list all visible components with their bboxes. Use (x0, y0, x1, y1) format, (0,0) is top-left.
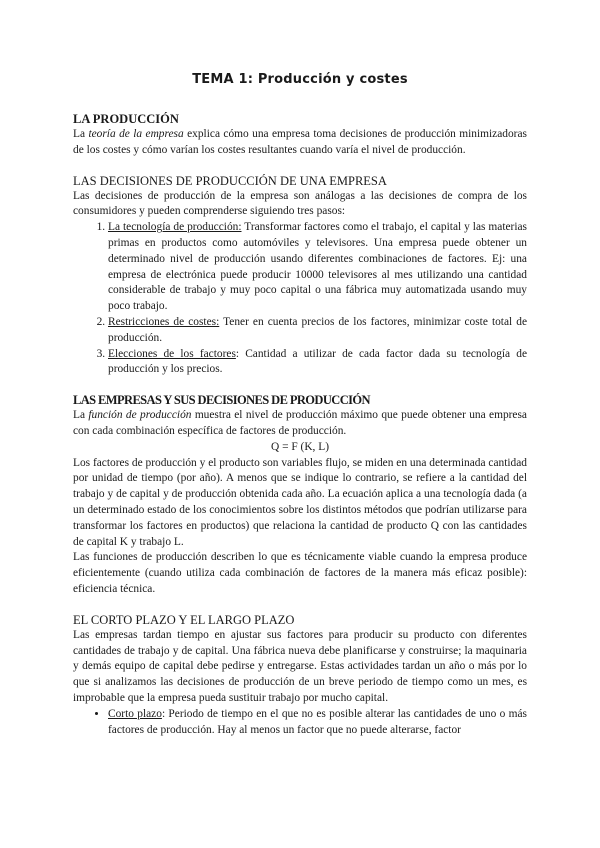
paragraph-funcion-produccion: La función de producción muestra el nivel de producción máximo que puede obtener una empresa con cada combinación específica de factores de producción. (73, 409, 527, 437)
paragraph-teoria-empresa: La teoría de la empresa explica cómo una empresa toma decisiones de producción minimizadoras de los costes y cómo varían los costes resultantes cuando varía el nivel de producción. (73, 128, 527, 156)
list-item: • Corto plazo: Periodo de tiempo en el que no es posible alterar las cantidades de uno o más factores de producción. Hay al menos un factor que no puede alterarse, factor (108, 707, 527, 739)
section-corto-largo-plazo (73, 612, 527, 739)
section-la-produccion (73, 111, 527, 159)
document-page (73, 72, 527, 738)
section-decisiones-produccion (73, 173, 527, 379)
section-empresas-decisiones (73, 392, 527, 598)
section-heading-empresas: LAS EMPRESAS Y SUS DECISIONES DE PRODUCCIÓN (73, 393, 370, 408)
paragraph-variables-flujo: Los factores de producción y el producto son variables flujo, se miden en una determinada cantidad por unidad de tiempo (por año). A menos que se indique lo contrario, se refiere a la cantidad del trabajo y de capital y de producción obtenida cada año. La ecuación aplica a una tecnología dada (a un determinado estado de los conocimientos sobre los distintos métodos que podrían utilizarse para transformar los factores en productos) que relaciona la cantidad de producto Q con las cantidades de capital K y trabajo L. (73, 456, 527, 548)
list-item: 2. Restricciones de costes: Tener en cuenta precios de los factores, minimizar coste total de producción. (108, 315, 527, 347)
emphasis-funcion: función de producción (88, 409, 192, 422)
production-function-formula: Q = F (K, L) (271, 440, 329, 453)
paragraph-decisiones-intro: Las decisiones de producción de la empresa son análogas a las decisiones de compra de los consumidores y pueden comprenderse siguiendo tres pasos: (73, 189, 527, 218)
section-heading-la-produccion: LA PRODUCCIÓN (73, 112, 179, 126)
list-item: 1. La tecnología de producción: Transformar factores como el trabajo, el capital y las materias primas en productos como automóviles y televisores. Una empresa puede obtener un determinado nivel de producción usando diferentes combinaciones de factores. Ej: una empresa de electrónica puede producir 10000 televisores al mes utilizando una cantidad considerable de trabajo y muy poco capital o una fábrica muy automatizada usando muy poco trabajo. (108, 220, 527, 315)
emphasis-teoria: teoría de la empresa (88, 128, 184, 140)
list-item: 3. Elecciones de los factores: Cantidad a utilizar de cada factor dada su tecnología de producción y los precios. (108, 347, 527, 379)
steps-list (73, 220, 527, 378)
section-heading-plazos: EL CORTO PLAZO Y EL LARGO PLAZO (73, 612, 295, 627)
paragraph-eficiencia-tecnica: Las funciones de producción describen lo que es técnicamente viable cuando la empresa produce eficientemente (cuando utiliza cada combinación de factores de la manera más eficaz posible): eficiencia técnica. (73, 551, 527, 595)
section-heading-decisiones: LAS DECISIONES DE PRODUCCIÓN DE UNA EMPRESA (73, 173, 387, 188)
plazo-bullet-list (73, 707, 527, 739)
paragraph-ajuste-factores: Las empresas tardan tiempo en ajustar sus factores para producir su producto con diferentes cantidades de trabajo y de capital. Una fábrica nueva debe planificarse y construirse; la maquinaria y demás equipo de capital debe pedirse y entregarse. Estas actividades tardan un año o más por lo que si analizamos las decisiones de producción de un breve periodo de tiempo como un mes, es improbable que la empresa pueda sustituir trabajo por mucho capital. (73, 628, 527, 704)
document-title: TEMA 1: Producción y costes (192, 72, 408, 87)
